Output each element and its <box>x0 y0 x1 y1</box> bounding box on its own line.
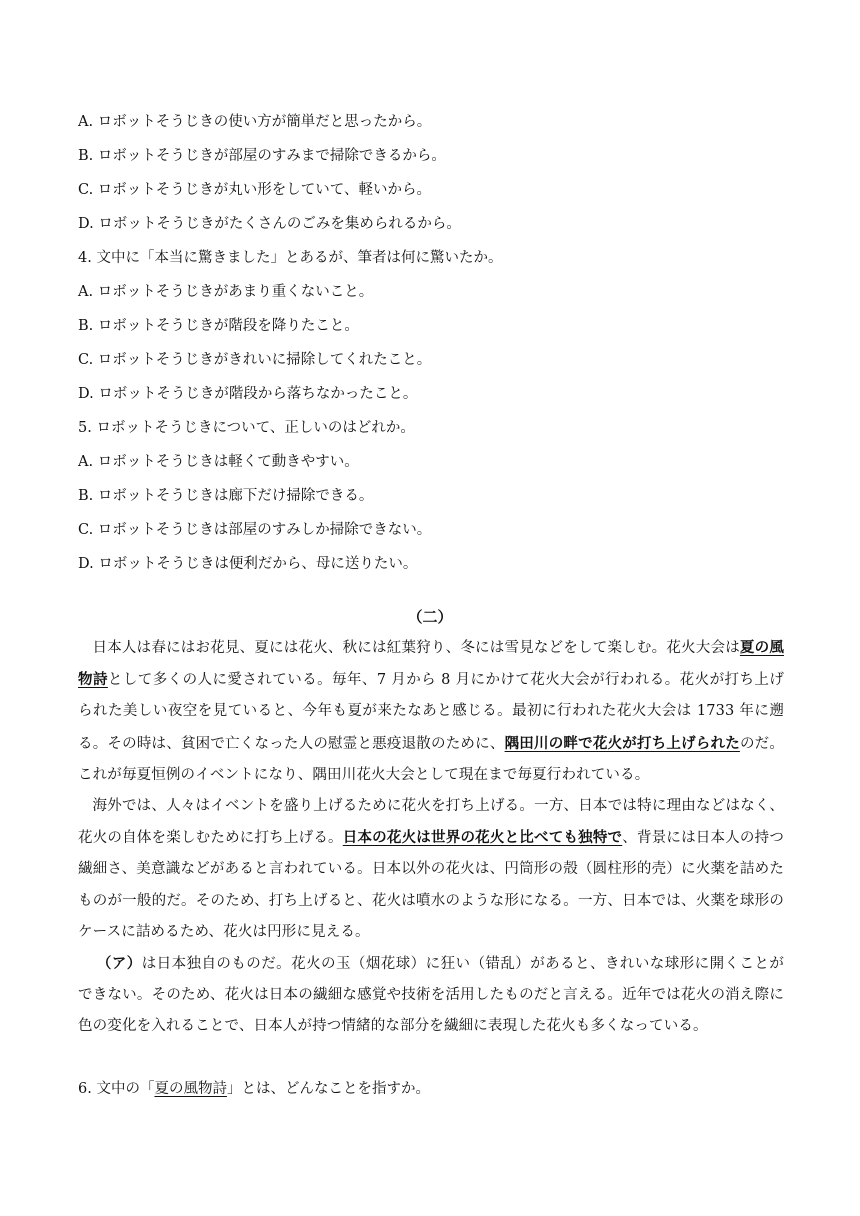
p2-text-b: 、背景には日本人の持つ繊細さ、美意識などがあると言われている。日本以外の花火は、円筒形の殻（圆柱形的壳）に火薬を詰めたものが一般的だ。そのため、打ち上げると、花火は噴水のような形になる。一方、日本では、火薬を球形のケースに詰めるため、花火は円形に見える。 <box>78 830 784 940</box>
q5-option-c: C. ロボットそうじきは部屋のすみしか掃除できない。 <box>78 522 432 538</box>
p1-text-b: として多くの人に愛されている。毎年、7 月から 8 月にかけて花火大会が行われる。花火が打ち上げられた美しい夜空を見ていると、今年も夏が来たなあと感じる。最初に行われた花火大会は 1733 年に遡る。その時は、貧困で亡くなった人の慰霊と悪疫退散のために、 <box>78 672 784 752</box>
q4-question: 4. 文中に「本当に驚きました」とあるが、筆者は何に驚いたか。 <box>78 250 503 266</box>
paragraph-3 <box>78 948 784 1043</box>
p1-text-a: 日本人は春にはお花見、夏には花火、秋には紅葉狩り、冬には雪見などをして楽しむ。花火大会は <box>92 640 740 656</box>
p2-text-a: 海外では、人々はイベントを盛り上げるために花火を打ち上げる。一方、日本では特に理由などはなく、花火の自体を楽しむために打ち上げる。 <box>78 798 784 847</box>
q6-underlined: 夏の風物詩 <box>154 1081 227 1097</box>
p1-underline-1: 夏の風物詩 <box>78 639 784 689</box>
q3-option-a: A. ロボットそうじきの使い方が簡単だと思ったから。 <box>78 114 432 130</box>
q5-option-b: B. ロボットそうじきは廊下だけ掃除できる。 <box>78 488 374 504</box>
q5-option-a: A. ロボットそうじきは軽くて動きやすい。 <box>78 454 359 470</box>
q5-option-d: D. ロボットそうじきは便利だから、母に送りたい。 <box>78 556 418 572</box>
q4-option-a: A. ロボットそうじきがあまり重くないこと。 <box>78 284 374 300</box>
reading-passage <box>78 632 784 1043</box>
blank-label-a: （ア） <box>96 955 142 973</box>
section-title: （二） <box>407 608 453 626</box>
q6-prefix: 6. 文中の「 <box>78 1081 155 1097</box>
p1-text-c: のだ。これが毎夏恒例のイベントになり、隅田川花火大会として現在まで毎夏行われている。 <box>78 735 785 783</box>
p2-underline: 日本の花火は世界の花火と比べても独特で <box>342 829 623 847</box>
p3-text: は日本独自のものだ。花火の玉（烟花球）に狂い（错乱）があると、きれいな球形に開くことができない。そのため、花火は日本の繊細な感覚や技術を活用したものだと言える。近年では花火の消え際に色の変化を入れることで、日本人が持つ情緒的な部分を繊細に表現した花火も多くなっている。 <box>78 956 784 1035</box>
paragraph-1 <box>78 632 784 791</box>
q4-option-c: C. ロボットそうじきがきれいに掃除してくれたこと。 <box>78 352 432 368</box>
q6-suffix: 」とは、どんなことを指すか。 <box>226 1081 430 1097</box>
q4-option-b: B. ロボットそうじきが階段を降りたこと。 <box>78 318 359 334</box>
q3-option-d: D. ロボットそうじきがたくさんのごみを集められるから。 <box>78 216 461 232</box>
paragraph-2 <box>78 791 784 948</box>
q3-option-b: B. ロボットそうじきが部屋のすみまで掃除できるから。 <box>78 148 446 164</box>
q3-option-c: C. ロボットそうじきが丸い形をしていて、軽いから。 <box>78 182 432 198</box>
q4-option-d: D. ロボットそうじきが階段から落ちなかったこと。 <box>78 386 418 402</box>
q6-question <box>78 1079 430 1099</box>
q5-question: 5. ロボットそうじきについて、正しいのはどれか。 <box>78 420 415 436</box>
p1-underline-2: 隅田川の畔で花火が打ち上げられた <box>504 734 740 752</box>
